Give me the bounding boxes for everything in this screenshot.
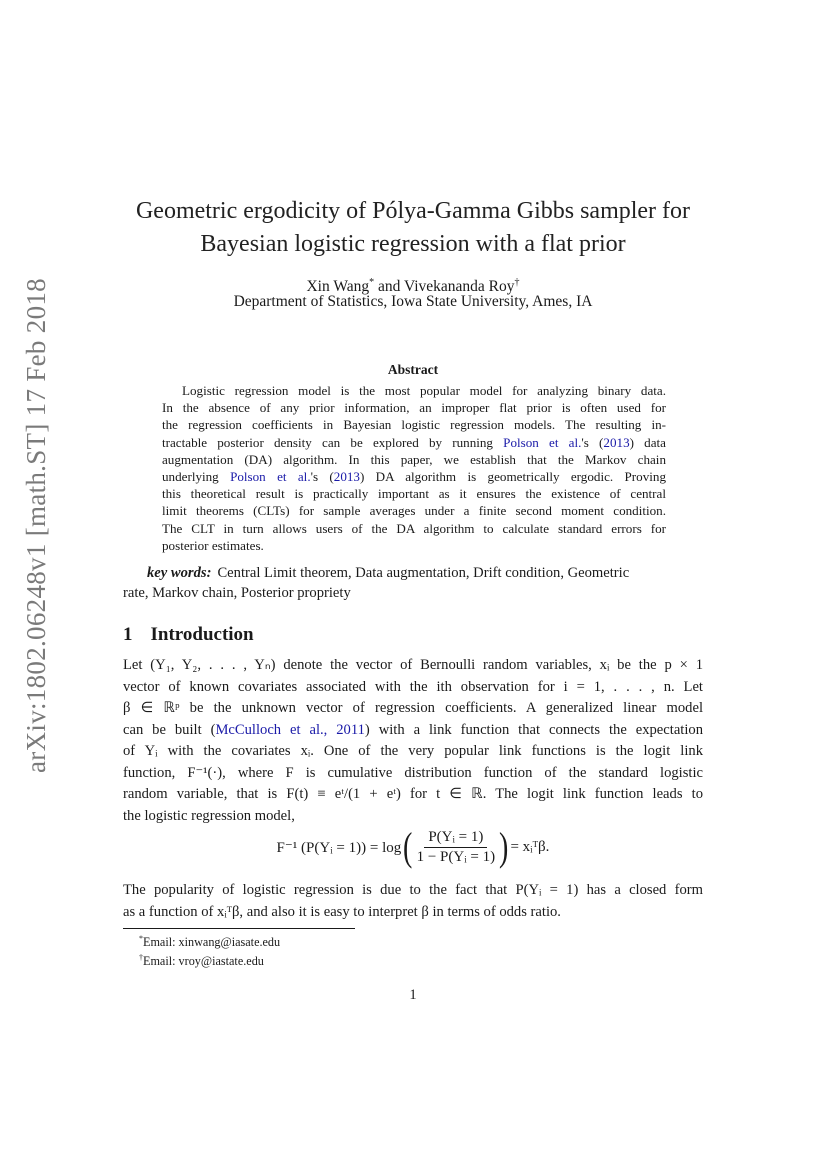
intro-line: random variable, that is F(t) ≡ eᵗ/(1 + eᵗ) for t ∈ ℝ. The logit link function leads to xyxy=(123,786,703,802)
author-footnote-mark-1: * xyxy=(369,277,375,288)
citation-year-link[interactable]: 2013 xyxy=(603,434,630,450)
footnote-divider xyxy=(123,928,355,929)
paper-title xyxy=(100,195,726,261)
footnote-2 xyxy=(123,950,623,969)
affiliation: Department of Statistics, Iowa State University, Ames, IA xyxy=(233,293,593,310)
section-title: Introduction xyxy=(150,624,254,645)
title-line-2: Bayesian logistic regression with a flat prior xyxy=(200,231,626,257)
abstract-line: The CLT in turn allows users of the DA algorithm to calculate standard errors for xyxy=(162,520,666,536)
author-footnote-mark-2: † xyxy=(514,277,520,288)
keywords-text-1: Central Limit theorem, Data augmentation, Drift condition, Geometric xyxy=(217,565,630,581)
intro-line: function, F⁻¹(·), where F is cumulative distribution function of the standard logistic xyxy=(123,764,703,781)
abstract-line: this theoretical result is practically important as it ensures the existence of central xyxy=(162,486,666,502)
arxiv-identifier-stamp xyxy=(8,277,64,773)
abstract-line: posterior estimates. xyxy=(162,537,264,553)
citation-year-link[interactable]: 2013 xyxy=(333,469,360,485)
citation-link-mcculloch[interactable]: McCulloch et al., 2011 xyxy=(215,721,365,738)
abstract-line-with-citation xyxy=(162,434,666,451)
intro-line: β ∈ ℝᵖ be the unknown vector of regression coefficients. A generalized linear model xyxy=(123,700,703,716)
equation-lhs: F⁻¹ (P(Yᵢ = 1)) = log xyxy=(276,839,402,856)
keywords-text-2: rate, Markov chain, Posterior propriety xyxy=(123,584,351,601)
page-number: 1 xyxy=(409,987,417,1003)
equation-numerator: P(Yᵢ = 1) xyxy=(424,829,487,848)
abstract-line: augmentation (DA) algorithm. In this paper, we establish that the Markov chain xyxy=(162,451,666,467)
abstract-heading: Abstract xyxy=(387,362,439,377)
footnotes xyxy=(123,931,623,969)
footnote-mark-1: * xyxy=(139,934,143,943)
abstract-line: limit theorems (CLTs) for sample averages under a finite second moment condition. xyxy=(162,503,666,519)
citation-link-polson[interactable]: Polson et al. xyxy=(230,469,311,485)
equation-rhs: = xᵢᵀβ. xyxy=(510,838,550,855)
intro-paragraph xyxy=(123,655,703,827)
footnote-1 xyxy=(123,931,623,950)
footnote-mark-2: † xyxy=(139,953,143,963)
intro-line-with-citation xyxy=(123,720,703,742)
intro-line-text: can be built ( xyxy=(123,721,216,738)
left-paren: ( xyxy=(403,824,413,869)
post-equation-paragraph xyxy=(123,880,703,923)
intro-line: of Yᵢ with the covariates xᵢ. One of the very popular link functions is the logit link xyxy=(123,743,703,759)
keywords-block xyxy=(123,564,703,603)
intro-line: vector of known covariates associated with the ith observation for i = 1, . . . , n. Let xyxy=(123,678,703,695)
possessive: 's ( xyxy=(581,434,604,450)
logit-equation xyxy=(123,822,703,872)
arxiv-identifier: arXiv:1802.06248v1 [math.ST] 17 Feb 2018 xyxy=(20,277,51,773)
equation-denominator: 1 − P(Yᵢ = 1) xyxy=(416,848,496,865)
intro-line: the logistic regression model, xyxy=(123,807,295,824)
citation-link-polson[interactable]: Polson et al. xyxy=(503,434,582,450)
abstract-line-with-citation xyxy=(162,468,666,485)
abstract-line-text: underlying xyxy=(162,469,231,485)
keywords-label: key words: xyxy=(147,565,212,581)
section-number: 1 xyxy=(123,624,133,645)
title-line-1: Geometric ergodicity of Pólya-Gamma Gibbs sampler for xyxy=(135,198,691,224)
abstract-line-text: tractable posterior density can be explored by running xyxy=(162,434,504,450)
equation-fraction xyxy=(417,829,496,866)
abstract-line: In the absence of any prior information, an improper flat prior is often used for xyxy=(162,400,666,416)
right-paren: ) xyxy=(499,824,509,869)
abstract-line: Logistic regression model is the most popular model for analyzing binary data. xyxy=(182,383,666,398)
author-name-2: Vivekananda Roy xyxy=(403,278,515,296)
abstract-line-text: ) data xyxy=(629,434,666,450)
intro-line: Let (Y₁, Y₂, . . . , Yₙ) denote the vector of Bernoulli random variables, xᵢ be the p × 1 xyxy=(123,657,703,673)
section-heading-introduction xyxy=(123,624,254,646)
paragraph-line: as a function of xᵢᵀβ, and also it is easy to interpret β in terms of odds ratio. xyxy=(123,903,561,920)
abstract-line-text: ) DA algorithm is geometrically ergodic. Proving xyxy=(359,469,666,485)
paragraph-line: The popularity of logistic regression is due to the fact that P(Yᵢ = 1) has a closed form xyxy=(123,882,703,898)
intro-line-text: ) with a link function that connects the expectation xyxy=(364,721,703,738)
abstract-body xyxy=(162,382,666,554)
footnote-text-1: Email: xinwang@iasate.edu xyxy=(143,935,281,950)
keywords-line-1 xyxy=(123,564,703,584)
author-name-1: Xin Wang xyxy=(306,278,370,296)
possessive: 's ( xyxy=(310,469,334,485)
author-connector: and xyxy=(374,278,404,296)
footnote-text-2: Email: vroy@iastate.edu xyxy=(143,954,264,969)
abstract-line: the regression coefficients in Bayesian logistic regression models. The resulting in- xyxy=(162,417,666,433)
